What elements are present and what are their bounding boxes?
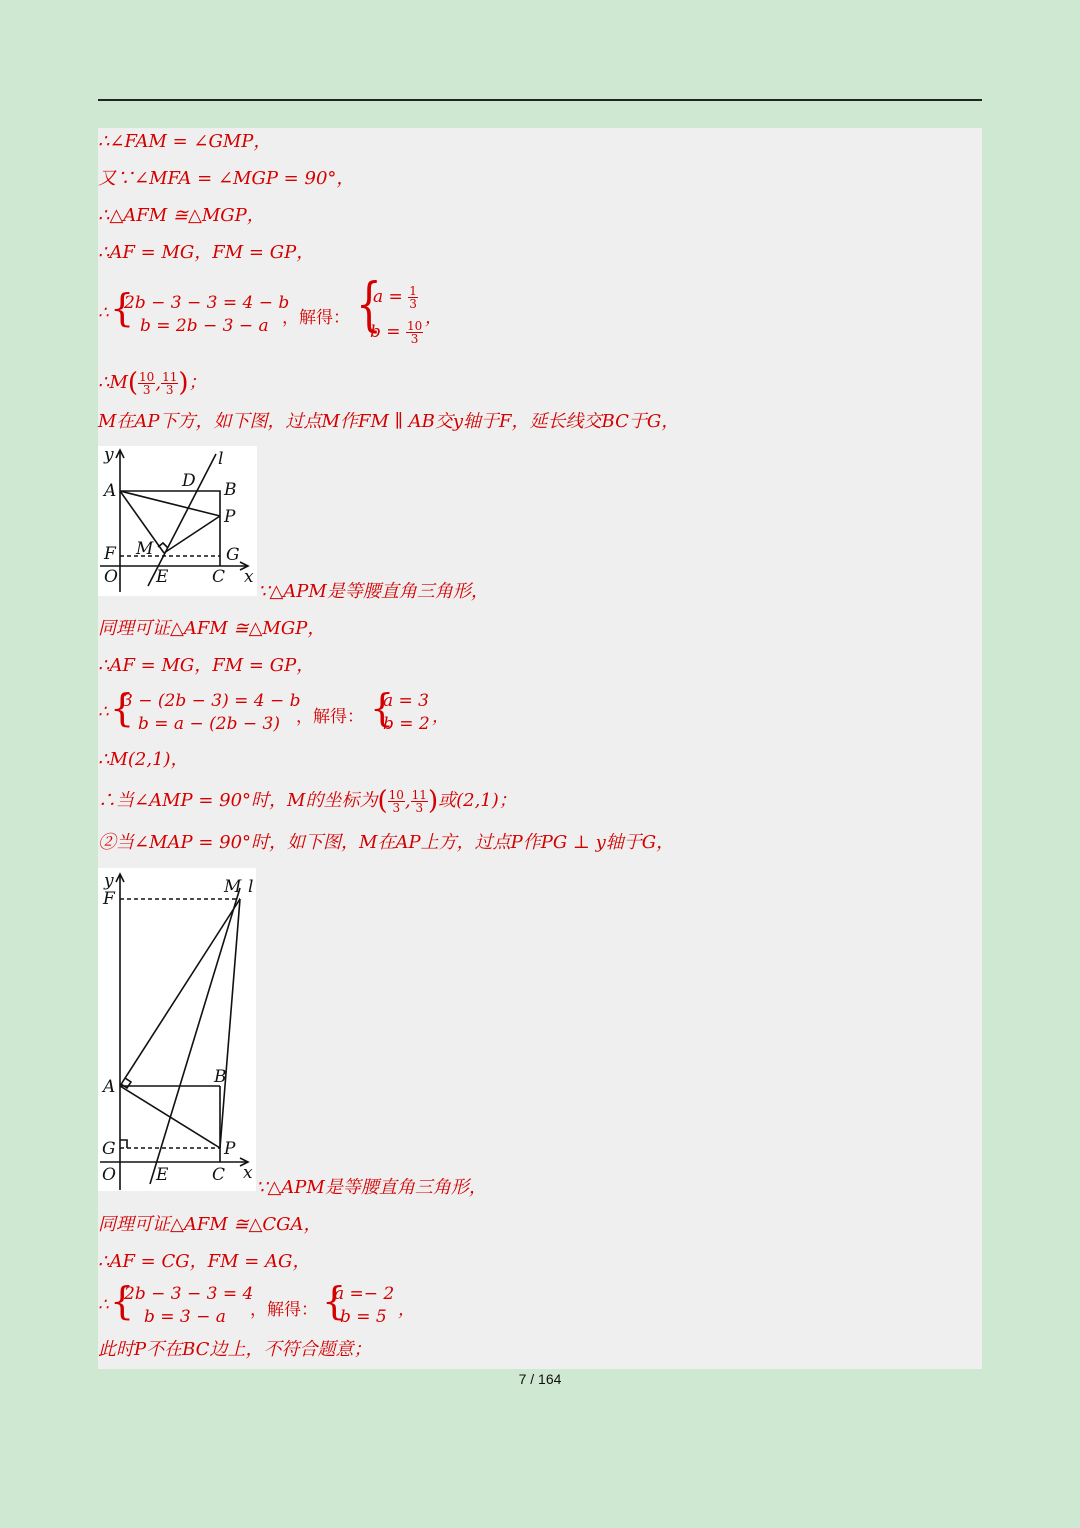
line-7: 同理可证△AFM ≅△MGP， <box>98 618 326 639</box>
line-15: 此时P不在BC边上，不符合题意； <box>98 1339 372 1360</box>
line-m1: ∴M( $\frac{10}{3}$ , $\frac{11}{3}$ )； <box>98 368 207 398</box>
fig1-label-G: G <box>226 545 240 565</box>
page-number: 7 / 164 <box>518 1371 562 1387</box>
fig2-label-G: G <box>102 1139 116 1159</box>
line-4: ∴AF = MG，FM = GP， <box>98 242 315 263</box>
fig2-label-l: l <box>248 877 254 897</box>
fig2-label-E: E <box>156 1165 169 1185</box>
fig2-label-M: M <box>224 877 242 897</box>
line-12: ∵△APM是等腰直角三角形， <box>256 1177 487 1198</box>
header-rule <box>98 99 982 101</box>
fig1-label-C: C <box>212 567 226 587</box>
fig1-label-l: l <box>218 449 224 469</box>
fig1-label-D: D <box>182 471 196 491</box>
line-8: ∴AF = MG，FM = GP， <box>98 655 315 676</box>
fig2-label-P: P <box>224 1139 236 1159</box>
fig1-label-M: M <box>136 539 154 559</box>
line-10: ∴当∠AMP = 90°时，M的坐标为( $\frac{10}{3}$ , $\frac{11}{3}$ )或(2,1)； <box>98 786 517 816</box>
fig2-label-B: B <box>214 1067 227 1087</box>
fig1-label-x: x <box>244 567 254 587</box>
geometry-figure-2 <box>98 868 256 1191</box>
line-11: ②当∠MAP = 90°时，如下图，M在AP上方，过点P作PG ⊥ y轴于G， <box>98 832 675 853</box>
line-6: ∵△APM是等腰直角三角形， <box>258 581 489 602</box>
fig1-label-E: E <box>156 567 169 587</box>
fig1-label-P: P <box>224 507 236 527</box>
fig2-label-x: x <box>243 1163 253 1183</box>
fig2-label-y: y <box>104 871 114 891</box>
line-1: ∴∠FAM = ∠GMP， <box>98 131 272 152</box>
line-9: ∴M(2,1)， <box>98 749 189 770</box>
geometry-figure-1 <box>98 446 257 596</box>
fig1-label-A: A <box>104 481 117 501</box>
line-2: 又∵∠MFA = ∠MGP = 90°， <box>98 168 355 189</box>
fig1-label-F: F <box>104 544 116 564</box>
line-13: 同理可证△AFM ≅△CGA， <box>98 1214 322 1235</box>
line-14: ∴AF = CG，FM = AG， <box>98 1251 311 1272</box>
fig2-label-C: C <box>212 1165 226 1185</box>
fig1-label-y: y <box>104 446 114 465</box>
fig2-label-O: O <box>102 1165 116 1185</box>
fig2-label-A: A <box>103 1077 116 1097</box>
line-3: ∴△AFM ≅△MGP， <box>98 205 265 226</box>
line-5: M在AP下方，如下图，过点M作FM ∥ AB交y轴于F，延长线交BC于G， <box>98 411 680 432</box>
fig1-label-B: B <box>224 480 237 500</box>
fig1-label-O: O <box>104 567 118 587</box>
fig2-label-F: F <box>103 889 115 909</box>
